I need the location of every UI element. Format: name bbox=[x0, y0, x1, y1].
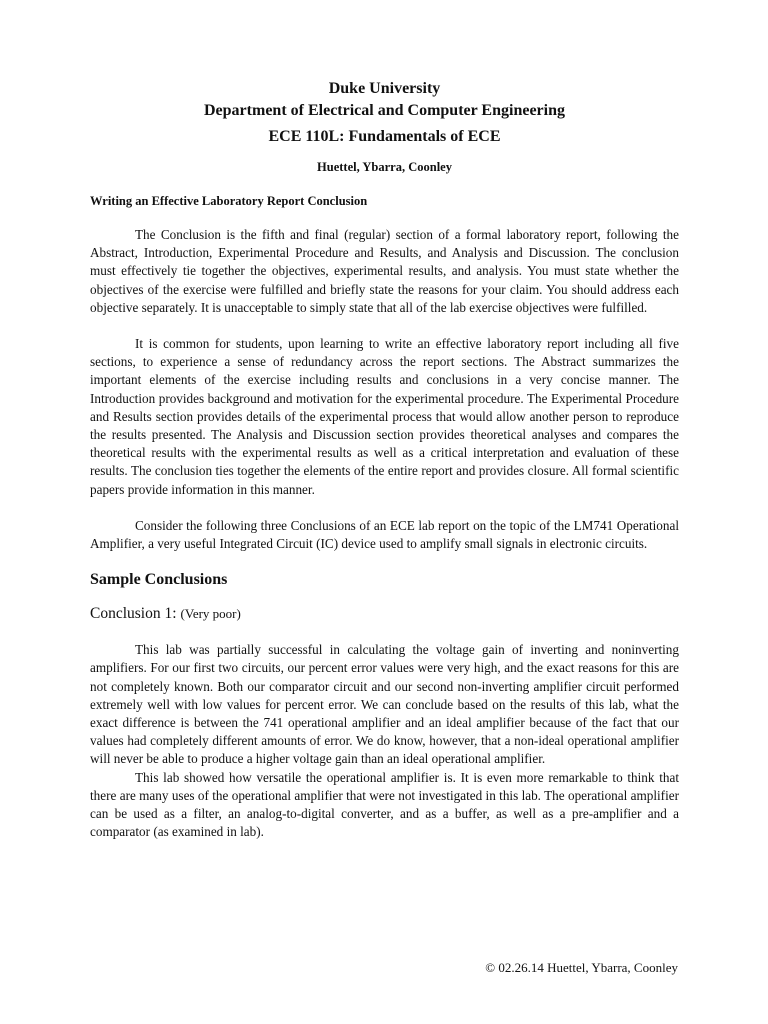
conclusion-1-rating: (Very poor) bbox=[180, 606, 241, 622]
conclusion-1-paragraph: This lab was partially successful in calculating the voltage gain of inverting and noninverting amplifiers. For our first two circuits, our percent error values were very high, and the exact reasons for this are not completely known. Both our comparator circuit and our second non-inverting amplifier circuit performed extremely well with low values for percent error. We can conclude based on the results of this lab, what the exact difference is between the 741 operational amplifier and an ideal amplifier because of the fact that our values had completely different amounts of error. We do know, however, that a non-ideal operational amplifier will never be able to produce a higher voltage gain than an ideal operational amplifier. bbox=[90, 642, 679, 767]
document-page bbox=[90, 80, 679, 841]
copyright-footer: © 02.26.14 Huettel, Ybarra, Coonley bbox=[485, 960, 678, 975]
intro-paragraph: The Conclusion is the fifth and final (regular) section of a formal laboratory report, following the Abstract, Introduction, Experimental Procedure and Results, and Analysis and Discussion. The conclusion must effectively tie together the objectives, experimental results, and analysis. You must state whether the objectives of the exercise were fulfilled and briefly state the reasons for your claim. You should address each objective separately. It is unacceptable to simply state that all of the lab exercise objectives were fulfilled. bbox=[90, 227, 679, 315]
consider-paragraph: Consider the following three Conclusions of an ECE lab report on the topic of the LM741 Operational Amplifier, a very useful Integrated Circuit (IC) device used to amplify small signals in electronic circuits. bbox=[90, 517, 679, 552]
redundancy-paragraph: It is common for students, upon learning to write an effective laboratory report including all five sections, to experience a sense of redundancy across the report sections. The Abstract summarizes the important elements of the exercise including results and conclusions in a very concise manner. The Introduction provides background and motivation for the experimental procedure. The Experimental Procedure and Results section provides details of the experimental process that would allow another person to reproduce the results presented. The Analysis and Discussion section provides theoretical analyses and compares the theoretical results with the experimental results as well as a critical interpretation and evaluation of these results. The conclusion ties together the elements of the entire report and provides closure. All formal scientific papers provide information in this manner. bbox=[90, 336, 679, 497]
document-title: Writing an Effective Laboratory Report Conclusion bbox=[90, 194, 368, 208]
conclusion-1-paragraph: This lab showed how versatile the operational amplifier is. It is even more remarkable to think that there are many uses of the operational amplifier that were not investigated in this lab. The operational amplifier can be used as a filter, an analog-to-digital converter, and as a buffer, as well as a pre-amplifier and a comparator (as examined in lab). bbox=[90, 769, 679, 840]
conclusion-1-heading bbox=[90, 604, 679, 624]
section-heading: Sample Conclusions bbox=[90, 571, 228, 589]
course-title: ECE 110L: Fundamentals of ECE bbox=[268, 128, 501, 145]
department-name: Department of Electrical and Computer Engineering bbox=[204, 102, 565, 119]
university-name: Duke University bbox=[328, 80, 441, 97]
authors: Huettel, Ybarra, Coonley bbox=[317, 160, 452, 174]
conclusion-1-title: Conclusion 1: bbox=[90, 605, 177, 623]
